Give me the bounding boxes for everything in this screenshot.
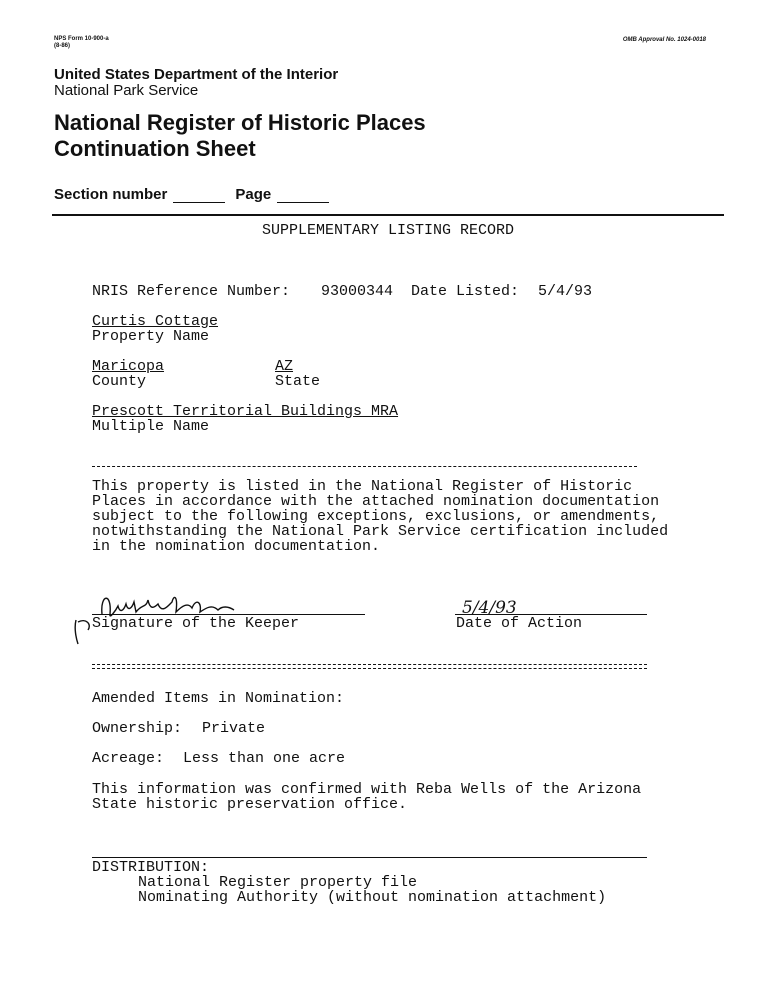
department-name: United States Department of the Interior [54, 66, 339, 83]
omb-approval: OMB Approval No. 1024-0018 [622, 37, 706, 43]
page-label: Page [235, 186, 272, 203]
date-of-action-label: Date of Action [456, 615, 583, 632]
form-number: NPS Form 10-900-a (8-86) [54, 36, 109, 49]
acreage-value: Less than one acre [183, 750, 346, 767]
statement-line: in the nomination documentation. [92, 538, 381, 555]
distribution-heading: DISTRIBUTION: [92, 859, 210, 876]
handwritten-date: 5/4/93 [462, 598, 517, 618]
property-name-value: Curtis Cottage [92, 313, 219, 330]
form-title: National Register of Historic Places Continuation Sheet [54, 110, 426, 161]
section-page-row [54, 186, 339, 203]
statement-line: This property is listed in the National Register of Historic [92, 478, 633, 495]
section-number-blank [173, 188, 225, 203]
statement-line: notwithstanding the National Park Service certification included [92, 523, 669, 540]
amended-items-heading: Amended Items in Nomination: [92, 690, 345, 707]
confirmation-line-2: State historic preservation office. [92, 796, 408, 813]
distribution-item: Nominating Authority (without nomination attachment) [138, 889, 607, 906]
date-listed-label: Date Listed: [411, 283, 520, 300]
header-divider [52, 214, 724, 216]
record-heading: SUPPLEMENTARY LISTING RECORD [262, 222, 515, 239]
county-value: Maricopa [92, 358, 165, 375]
page-number-blank [277, 188, 329, 203]
property-name-label: Property Name [92, 328, 210, 345]
distribution-divider [92, 857, 647, 858]
signature-label: Signature of the Keeper [92, 615, 300, 632]
nris-value: 93000344 [321, 283, 394, 300]
state-label: State [275, 373, 321, 390]
state-value: AZ [275, 358, 294, 375]
section-number-label: Section number [54, 186, 168, 203]
multiple-name-value: Prescott Territorial Buildings MRA [92, 403, 399, 420]
county-label: County [92, 373, 147, 390]
multiple-name-label: Multiple Name [92, 418, 210, 435]
double-dashed-divider [92, 664, 647, 669]
ownership-label: Ownership: [92, 720, 183, 737]
dashed-divider [92, 466, 637, 467]
acreage-label: Acreage: [92, 750, 165, 767]
statement-line: Places in accordance with the attached nomination documentation [92, 493, 660, 510]
ownership-value: Private [202, 720, 266, 737]
agency-name: National Park Service [54, 82, 199, 99]
date-listed-value: 5/4/93 [538, 283, 593, 300]
statement-line: subject to the following exceptions, exclusions, or amendments, [92, 508, 660, 525]
distribution-item: National Register property file [138, 874, 418, 891]
statement-paragraph [92, 479, 668, 554]
nris-label: NRIS Reference Number: [92, 283, 291, 300]
confirmation-line-1: This information was confirmed with Reba Wells of the Arizona [92, 781, 642, 798]
